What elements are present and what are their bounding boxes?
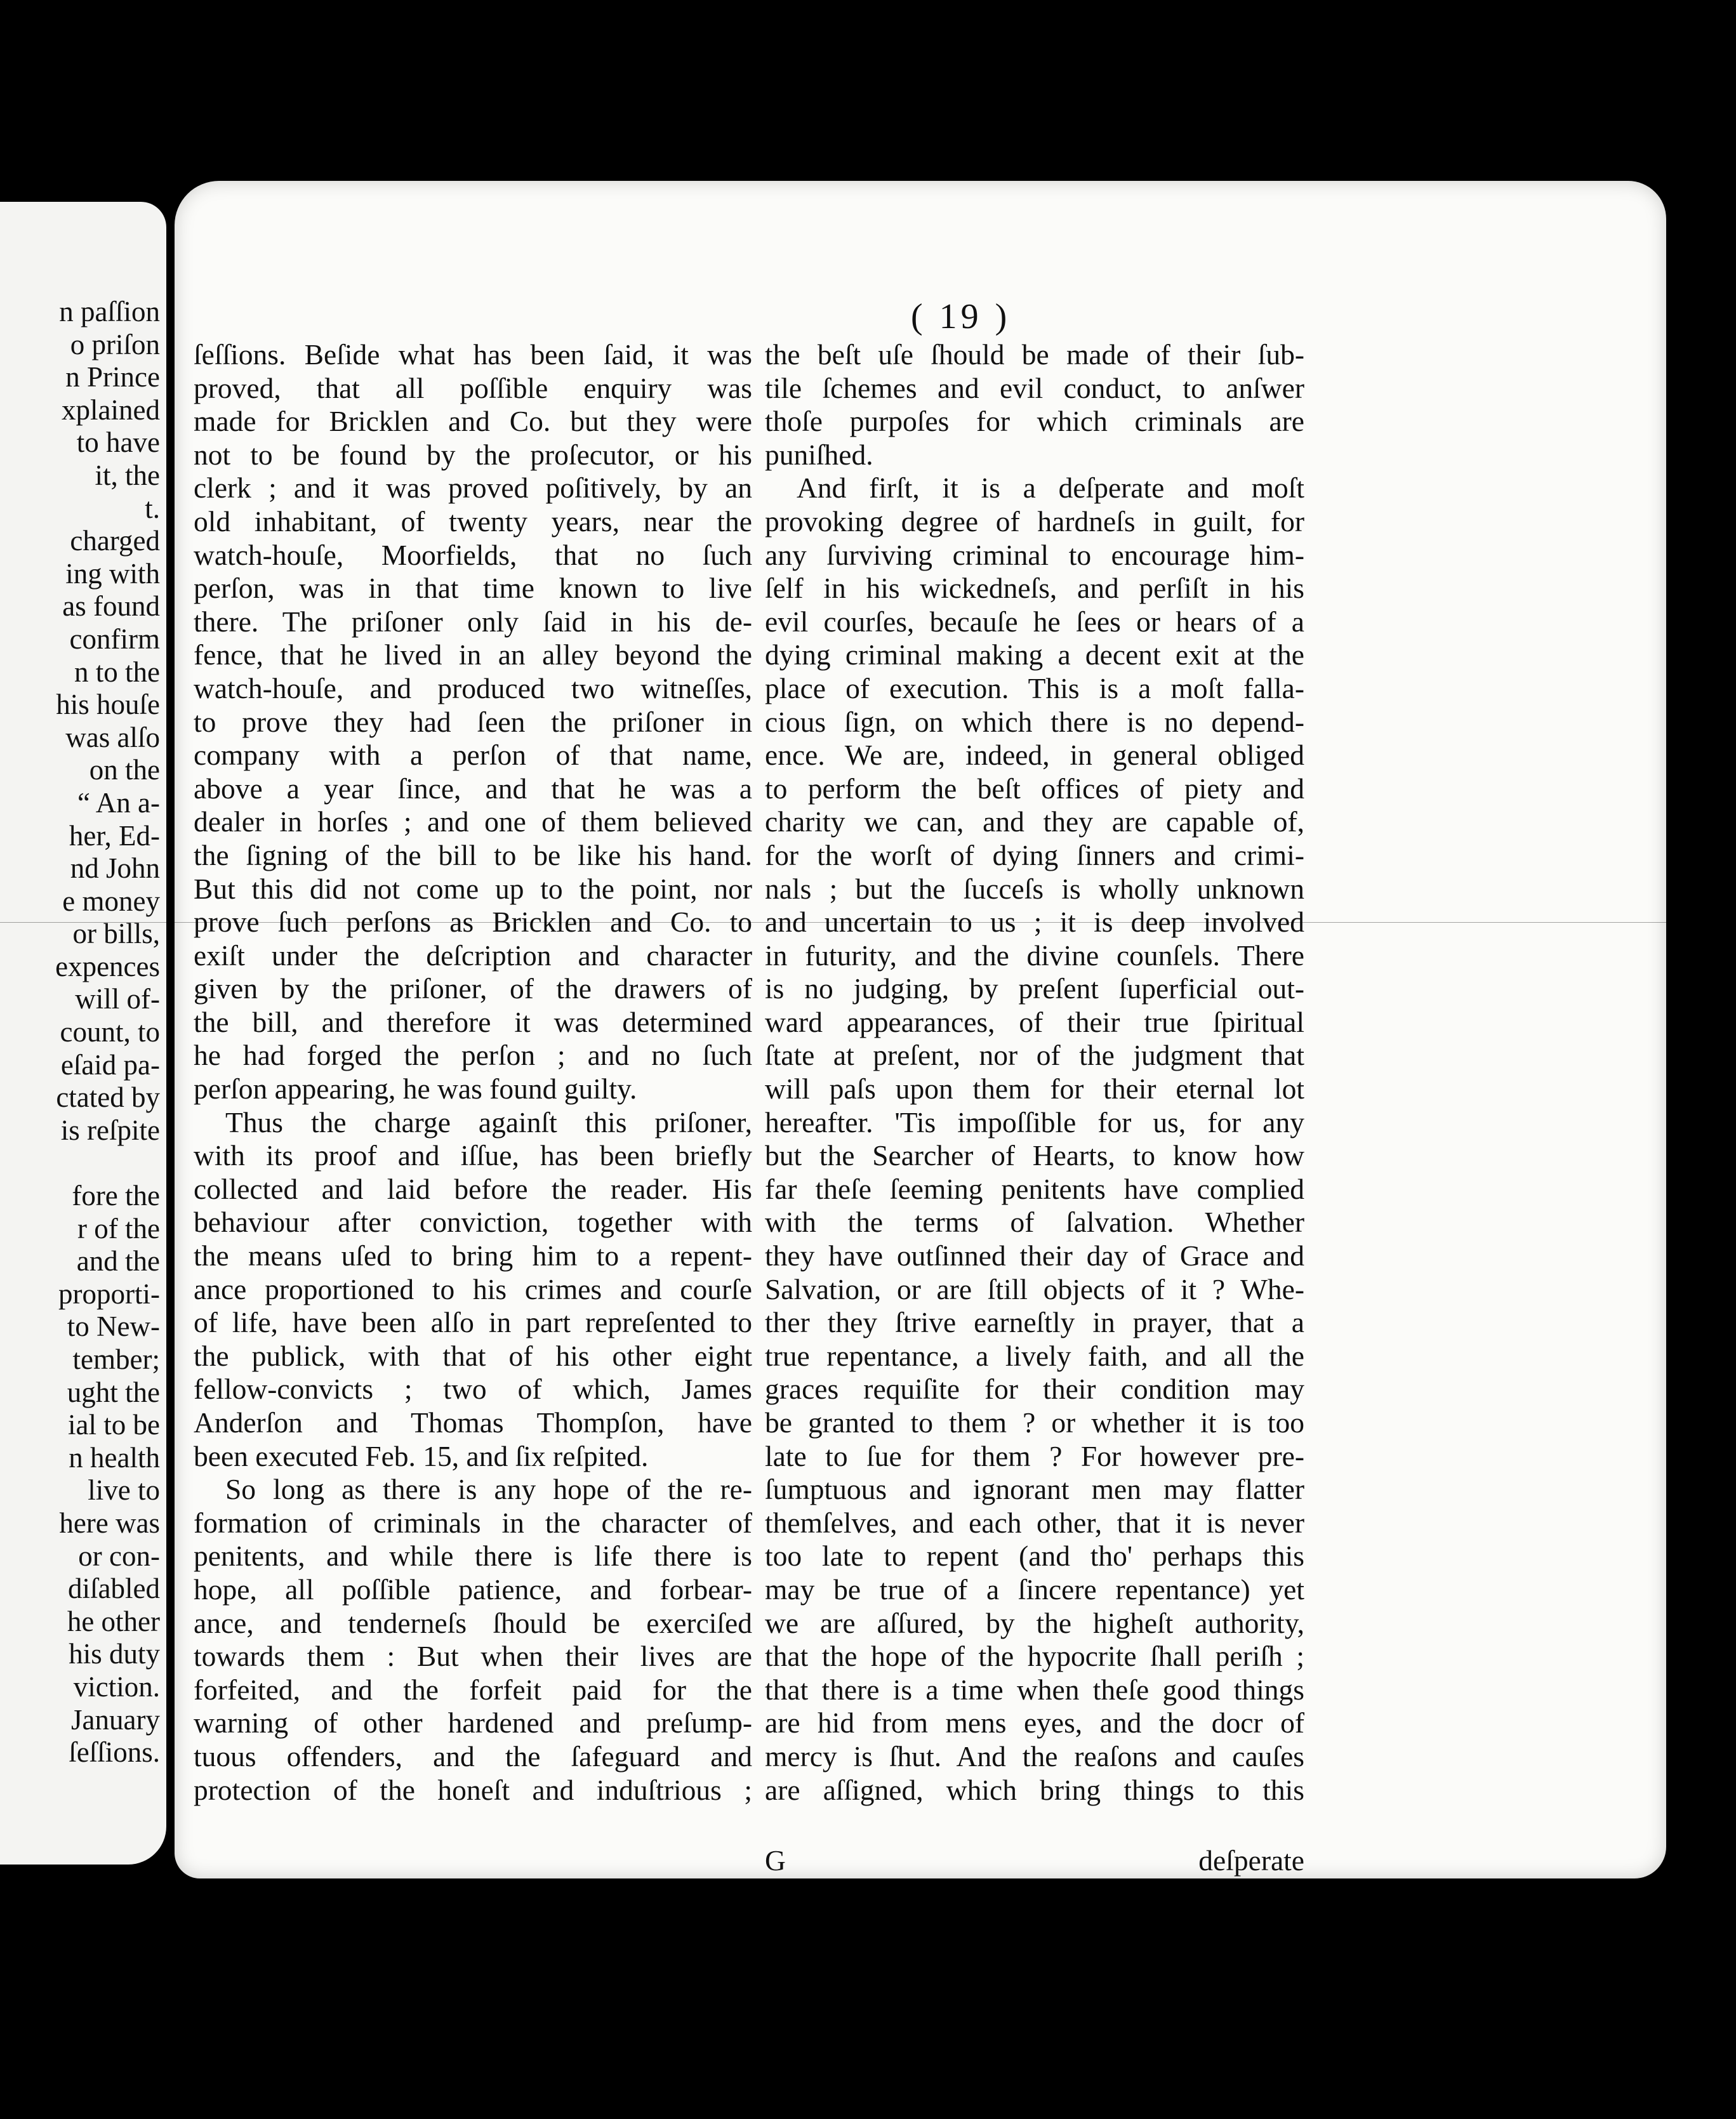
text-line: watch-houſe, Moorfields, that no ſuch bbox=[194, 538, 752, 571]
facing-page-line: his duty bbox=[69, 1638, 160, 1670]
text-line: above a year ſince, and that he was a bbox=[194, 772, 752, 805]
facing-page-line: xplained bbox=[62, 393, 160, 426]
text-line: fellow-convicts ; two of which, James bbox=[194, 1373, 752, 1406]
text-line: tile ſchemes and evil conduct, to anſwer bbox=[765, 371, 1304, 404]
text-line: are hid from mens eyes, and the docr of bbox=[765, 1706, 1304, 1739]
text-line: watch-houſe, and produced two witneſſes, bbox=[194, 671, 752, 704]
text-line: ance, and tenderneſs ſhould be exerciſed bbox=[194, 1606, 752, 1639]
text-line: perſon appearing, he was found guilty. bbox=[194, 1073, 637, 1106]
facing-page-line: count, to bbox=[60, 1016, 160, 1048]
facing-page-line: e money bbox=[62, 885, 160, 917]
facing-page-edge bbox=[0, 202, 166, 1865]
text-line: are aſſigned, which bring things to this bbox=[765, 1773, 1304, 1806]
text-line: ence. We are, indeed, in general obliged bbox=[765, 739, 1304, 772]
text-line: may be true of a ſincere repentance) yet bbox=[765, 1573, 1304, 1606]
text-line: given by the priſoner, of the drawers of bbox=[194, 972, 752, 1005]
text-line: the ſigning of the bill to be like his hand. bbox=[194, 838, 752, 871]
text-line: prove ſuch perſons as Bricklen and Co. to bbox=[194, 906, 752, 939]
text-line: ance proportioned to his crimes and courſe bbox=[194, 1272, 752, 1305]
text-line: forfeited, and the forfeit paid for the bbox=[194, 1673, 752, 1706]
text-line: they have outſinned their day of Grace and bbox=[765, 1239, 1304, 1272]
text-line: Salvation, or are ſtill objects of it ? Whe- bbox=[765, 1272, 1304, 1305]
text-line: company with a perſon of that name, bbox=[194, 739, 752, 772]
text-line: charity we can, and they are capable of, bbox=[765, 805, 1304, 838]
text-line: for the worſt of dying ſinners and crimi- bbox=[765, 838, 1304, 871]
facing-page-line: live to bbox=[88, 1474, 160, 1507]
page-number: ( 19 ) bbox=[911, 297, 1011, 336]
text-line: perſon, was in that time known to live bbox=[194, 572, 752, 605]
text-line: to prove they had ſeen the priſoner in bbox=[194, 705, 752, 738]
text-line: but the Searcher of Hearts, to know how bbox=[765, 1139, 1304, 1172]
text-line: thoſe purpoſes for which criminals are bbox=[765, 405, 1304, 438]
facing-page-line: it, the bbox=[95, 459, 160, 491]
facing-page-line: nd John bbox=[70, 852, 160, 885]
facing-page-text bbox=[0, 296, 160, 1769]
text-line: ſtate at preſent, nor of the judgment that bbox=[765, 1039, 1304, 1072]
text-line: fence, that he lived in an alley beyond the bbox=[194, 638, 752, 671]
text-line: provoking degree of hardneſs in guilt, for bbox=[765, 505, 1304, 538]
text-line: towards them : But when their lives are bbox=[194, 1640, 752, 1673]
text-line: ward appearances, of their true ſpiritual bbox=[765, 1005, 1304, 1038]
text-line: he had forged the perſon ; and no ſuch bbox=[194, 1039, 752, 1072]
text-line: the beſt uſe ſhould be made of their ſub- bbox=[765, 338, 1304, 371]
facing-page-line: n to the bbox=[74, 656, 160, 688]
scan-line-artifact bbox=[0, 922, 1736, 923]
facing-page-line: diſabled bbox=[68, 1573, 160, 1605]
facing-page-line: “ An a- bbox=[77, 786, 160, 819]
facing-page-line: or bills, bbox=[72, 918, 160, 950]
text-line: clerk ; and it was proved poſitively, by an bbox=[194, 472, 752, 505]
book-page bbox=[175, 181, 1666, 1878]
text-line: penitents, and while there is life there is bbox=[194, 1540, 752, 1573]
text-line: ſumptuous and ignorant men may flatter bbox=[765, 1473, 1304, 1506]
facing-page-line: t. bbox=[145, 492, 160, 524]
facing-page-line: n Prince bbox=[65, 361, 160, 393]
text-line: mercy is ſhut. And the reaſons and cauſes bbox=[765, 1739, 1304, 1772]
text-line: cious ſign, on which there is no depend- bbox=[765, 705, 1304, 738]
text-line: puniſhed. bbox=[765, 438, 873, 471]
facing-page-line: ial to be bbox=[68, 1409, 160, 1441]
text-line: collected and laid before the reader. His bbox=[194, 1172, 752, 1205]
facing-page-line: n health bbox=[69, 1441, 160, 1474]
text-line: But this did not come up to the point, nor bbox=[194, 872, 752, 905]
facing-page-line: expences bbox=[55, 950, 160, 982]
facing-page-line: o priſon bbox=[70, 328, 160, 360]
facing-page-line: ctated by bbox=[56, 1081, 160, 1114]
text-line: to perform the beſt offices of piety and bbox=[765, 772, 1304, 805]
text-line: made for Bricklen and Co. but they were bbox=[194, 405, 752, 438]
facing-page-line: January bbox=[71, 1703, 160, 1736]
facing-page-line: ſeſſions. bbox=[69, 1736, 160, 1769]
text-line: will paſs upon them for their eternal lot bbox=[765, 1073, 1304, 1106]
text-line: exiſt under the deſcription and character bbox=[194, 939, 752, 972]
text-line: been executed Feb. 15, and ſix reſpited. bbox=[194, 1439, 649, 1472]
facing-page-line: here was bbox=[59, 1507, 160, 1539]
text-line: of life, have been alſo in part repreſented to bbox=[194, 1306, 752, 1339]
facing-page-line: proporti- bbox=[58, 1277, 160, 1310]
text-line: with the terms of ſalvation. Whether bbox=[765, 1206, 1304, 1239]
facing-page-line: ing with bbox=[65, 557, 160, 590]
facing-page-line: to have bbox=[76, 426, 160, 459]
facing-page-line: to New- bbox=[67, 1310, 160, 1343]
right-text-column bbox=[765, 338, 1304, 1807]
text-line: formation of criminals in the character of bbox=[194, 1506, 752, 1539]
facing-page-line: he other bbox=[67, 1605, 160, 1637]
text-line: the means uſed to bring him to a repent- bbox=[194, 1239, 752, 1272]
text-line: with its proof and iſſue, has been briefly bbox=[194, 1139, 752, 1172]
text-line: any ſurviving criminal to encourage him- bbox=[765, 538, 1304, 571]
text-line: place of execution. This is a moſt falla- bbox=[765, 671, 1304, 704]
facing-page-line: fore the bbox=[72, 1180, 160, 1212]
text-line: dying criminal making a decent exit at the bbox=[765, 638, 1304, 671]
text-line: that the hope of the hypocrite ſhall periſh ; bbox=[765, 1640, 1304, 1673]
text-line: protection of the honeſt and induſtrious ; bbox=[194, 1773, 752, 1806]
text-line: ſeſſions. Beſide what has been ſaid, it was bbox=[194, 338, 752, 371]
text-line: tuous offenders, and the ſafeguard and bbox=[194, 1739, 752, 1772]
facing-page-line: tember; bbox=[72, 1343, 160, 1375]
text-line: be granted to them ? or whether it is too bbox=[765, 1406, 1304, 1439]
facing-page-line: will of- bbox=[75, 983, 160, 1015]
text-line: behaviour after conviction, together with bbox=[194, 1206, 752, 1239]
text-line: evil courſes, becauſe he ſees or hears of a bbox=[765, 605, 1304, 638]
facing-page-line: his houſe bbox=[56, 689, 160, 721]
facing-page-line: r of the bbox=[77, 1212, 160, 1244]
catchword: deſperate bbox=[1198, 1844, 1304, 1877]
text-line: ther they ſtrive earneſtly in prayer, that a bbox=[765, 1306, 1304, 1339]
facing-page-line: as found bbox=[62, 590, 160, 623]
text-line: is no judging, by preſent ſuperficial out- bbox=[765, 972, 1304, 1005]
text-line: the publick, with that of his other eight bbox=[194, 1339, 752, 1372]
text-line: proved, that all poſſible enquiry was bbox=[194, 371, 752, 404]
left-text-column bbox=[194, 338, 752, 1807]
text-line: in futurity, and the divine counſels. There bbox=[765, 939, 1304, 972]
text-line: themſelves, and each other, that it is never bbox=[765, 1506, 1304, 1539]
text-line: ſelf in his wickedneſs, and perſiſt in his bbox=[765, 572, 1304, 605]
text-line: we are aſſured, by the higheſt authority, bbox=[765, 1606, 1304, 1639]
signature-mark: G bbox=[765, 1844, 786, 1877]
text-line: old inhabitant, of twenty years, near the bbox=[194, 505, 752, 538]
facing-page-line: or con- bbox=[78, 1540, 160, 1572]
facing-page-line: was alſo bbox=[65, 721, 160, 753]
text-line: the bill, and therefore it was determined bbox=[194, 1005, 752, 1038]
text-line: far theſe ſeeming penitents have complied bbox=[765, 1172, 1304, 1205]
text-line: hope, all poſſible patience, and forbear- bbox=[194, 1573, 752, 1606]
text-line: not to be found by the proſecutor, or his bbox=[194, 438, 752, 471]
facing-page-line: on the bbox=[89, 754, 160, 786]
text-line: And firſt, it is a deſperate and moſt bbox=[797, 472, 1304, 505]
facing-page-line: n paſſion bbox=[59, 296, 160, 327]
text-line: Thus the charge againſt this priſoner, bbox=[225, 1106, 752, 1139]
facing-page-line: is reſpite bbox=[60, 1114, 160, 1146]
text-line: nals ; but the ſucceſs is wholly unknown bbox=[765, 872, 1304, 905]
text-line: Anderſon and Thomas Thompſon, have bbox=[194, 1406, 752, 1439]
text-line: there. The priſoner only ſaid in his de- bbox=[194, 605, 752, 638]
facing-page-line: eſaid pa- bbox=[60, 1048, 160, 1081]
text-line: graces requiſite for their condition may bbox=[765, 1373, 1304, 1406]
facing-page-line: and the bbox=[76, 1245, 160, 1277]
facing-page-line: viction. bbox=[73, 1670, 160, 1703]
text-line: hereafter. 'Tis impoſſible for us, for any bbox=[765, 1106, 1304, 1139]
text-line: late to ſue for them ? For however pre- bbox=[765, 1439, 1304, 1472]
facing-page-line bbox=[0, 1147, 160, 1180]
text-line: warning of other hardened and preſump- bbox=[194, 1706, 752, 1739]
facing-page-line: charged bbox=[70, 525, 160, 557]
facing-page-line: confirm bbox=[69, 623, 160, 655]
text-line: true repentance, a lively faith, and all the bbox=[765, 1339, 1304, 1372]
text-line: too late to repent (and tho' perhaps this bbox=[765, 1540, 1304, 1573]
facing-page-line: ught the bbox=[67, 1376, 160, 1408]
text-line: So long as there is any hope of the re- bbox=[225, 1473, 752, 1506]
facing-page-line: her, Ed- bbox=[69, 819, 160, 852]
text-line: that there is a time when theſe good things bbox=[765, 1673, 1304, 1706]
text-line: and uncertain to us ; it is deep involved bbox=[765, 906, 1304, 939]
text-line: dealer in horſes ; and one of them believed bbox=[194, 805, 752, 838]
